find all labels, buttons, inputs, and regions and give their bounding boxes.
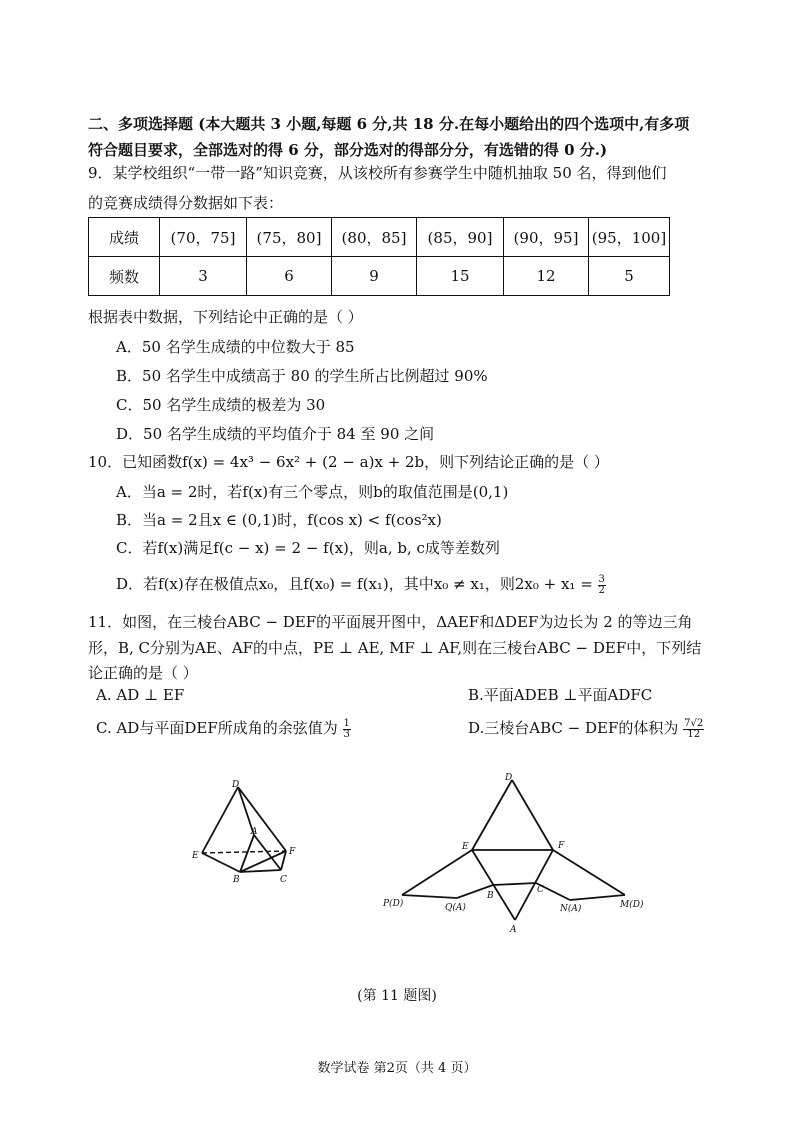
table-row-scores xyxy=(89,218,670,257)
table-cell-frequency: 15 xyxy=(417,257,504,296)
fraction-denominator: 12 xyxy=(687,728,701,740)
q10-option-c: C．若f(x)满足f(c − x) = 2 − f(x)，则a, b, c成等差数列 xyxy=(116,539,500,557)
table-cell-frequency: 6 xyxy=(247,257,332,296)
label-c: C xyxy=(280,875,287,885)
q9-option-d: D．50 名学生成绩的平均值介于 84 至 90 之间 xyxy=(116,425,435,443)
table-row-frequencies xyxy=(89,257,670,296)
q11-option-d xyxy=(468,718,704,740)
label-f: F xyxy=(289,847,296,857)
page-footer: 数学试卷 第2页（共 4 页） xyxy=(317,1061,477,1076)
q11-option-c xyxy=(96,718,351,740)
q10-option-b: B．当a = 2且x ∈ (0,1)时，f(cos x) < f(cos²x) xyxy=(116,511,442,529)
table-cell-frequency: 12 xyxy=(504,257,589,296)
label-d: D xyxy=(232,780,240,790)
label-p: P(D) xyxy=(383,899,404,909)
q11-option-a: A. AD ⊥ EF xyxy=(96,686,185,704)
label-e: E xyxy=(462,842,469,852)
q11-stem-line3: 论正确的是（ ） xyxy=(88,664,198,682)
label-a: A xyxy=(251,827,258,837)
label-c: C xyxy=(537,885,544,895)
frustum-figure xyxy=(185,775,315,895)
label-d: D xyxy=(505,773,513,783)
table-cell-interval: (80，85] xyxy=(332,218,417,257)
q11-stem-line2: 形，B, C分别为AE、AF的中点，PE ⊥ AE, MF ⊥ AF,则在三棱台ABC − DEF中，下列结 xyxy=(88,639,702,657)
q11-option-b: B.平面ADEB ⊥平面ADFC xyxy=(468,686,653,704)
q9-stem-line1: 9．某学校组织“一带一路”知识竞赛，从该校所有参赛学生中随机抽取 50 名，得到他们 xyxy=(88,164,667,182)
label-b: B xyxy=(233,875,240,885)
table-header-score: 成绩 xyxy=(89,218,160,257)
table-header-frequency: 频数 xyxy=(89,257,160,296)
table-cell-interval: (90，95] xyxy=(504,218,589,257)
label-f: F xyxy=(558,841,565,851)
section-header-line1: 二、多项选择题 (本大题共 3 小题,每题 6 分,共 18 分.在每小题给出的四个选项中,有多项 xyxy=(88,115,690,133)
table-cell-interval: (70，75] xyxy=(160,218,247,257)
q11-stem-line1: 11．如图，在三棱台ABC − DEF的平面展开图中，ΔAEF和ΔDEF为边长为 2 的等边三角 xyxy=(88,613,693,631)
table-cell-interval: (85，90] xyxy=(417,218,504,257)
q9-option-c: C．50 名学生成绩的极差为 30 xyxy=(116,396,326,414)
table-cell-interval: (95，100] xyxy=(589,218,670,257)
frustum-net-figure xyxy=(380,770,650,940)
table-cell-frequency: 3 xyxy=(160,257,247,296)
label-b: B xyxy=(487,891,494,901)
q10-option-a: A．当a = 2时，若f(x)有三个零点，则b的取值范围是(0,1) xyxy=(116,483,509,501)
label-q: Q(A) xyxy=(445,903,466,913)
fraction-denominator: 3 xyxy=(343,728,350,740)
score-frequency-table xyxy=(88,217,670,296)
q10-option-d-text: D．若f(x)存在极值点x₀，且f(x₀) = f(x₁)，其中x₀ ≠ x₁，则2x₀ + x₁ = xyxy=(116,575,593,593)
figure-caption: (第 11 题图) xyxy=(357,988,437,1004)
fraction-numerator: 1 xyxy=(343,717,350,729)
q11-option-c-text: C. AD与平面DEF所成角的余弦值为 xyxy=(96,719,338,737)
q9-prompt: 根据表中数据，下列结论中正确的是（ ） xyxy=(88,308,363,326)
q9-option-b: B．50 名学生中成绩高于 80 的学生所占比例超过 90% xyxy=(116,367,488,385)
label-n: N(A) xyxy=(560,904,582,914)
fraction-three-halves xyxy=(598,575,606,596)
fraction-numerator: 3 xyxy=(598,573,605,585)
q9-option-a: A．50 名学生成绩的中位数大于 85 xyxy=(116,338,355,356)
table-cell-frequency: 9 xyxy=(332,257,417,296)
q11-option-d-text: D.三棱台ABC − DEF的体积为 xyxy=(468,719,679,737)
q9-stem-line2: 的竞赛成绩得分数据如下表： xyxy=(88,194,284,212)
q10-option-d xyxy=(116,574,606,596)
q10-stem: 10．已知函数f(x) = 4x³ − 6x² + (2 − a)x + 2b，则下列结论正确的是（ ） xyxy=(88,453,609,471)
label-m: M(D) xyxy=(620,900,644,910)
fraction-denominator: 2 xyxy=(598,584,605,596)
table-cell-interval: (75，80] xyxy=(247,218,332,257)
fraction-volume xyxy=(683,719,704,740)
fraction-one-third xyxy=(343,719,351,740)
section-header-line2: 符合题目要求，全部选对的得 6 分，部分选对的得部分分，有选错的得 0 分.) xyxy=(88,141,608,159)
label-a: A xyxy=(510,925,517,935)
label-e: E xyxy=(192,851,199,861)
fraction-numerator: 7√2 xyxy=(684,717,704,729)
table-cell-frequency: 5 xyxy=(589,257,670,296)
